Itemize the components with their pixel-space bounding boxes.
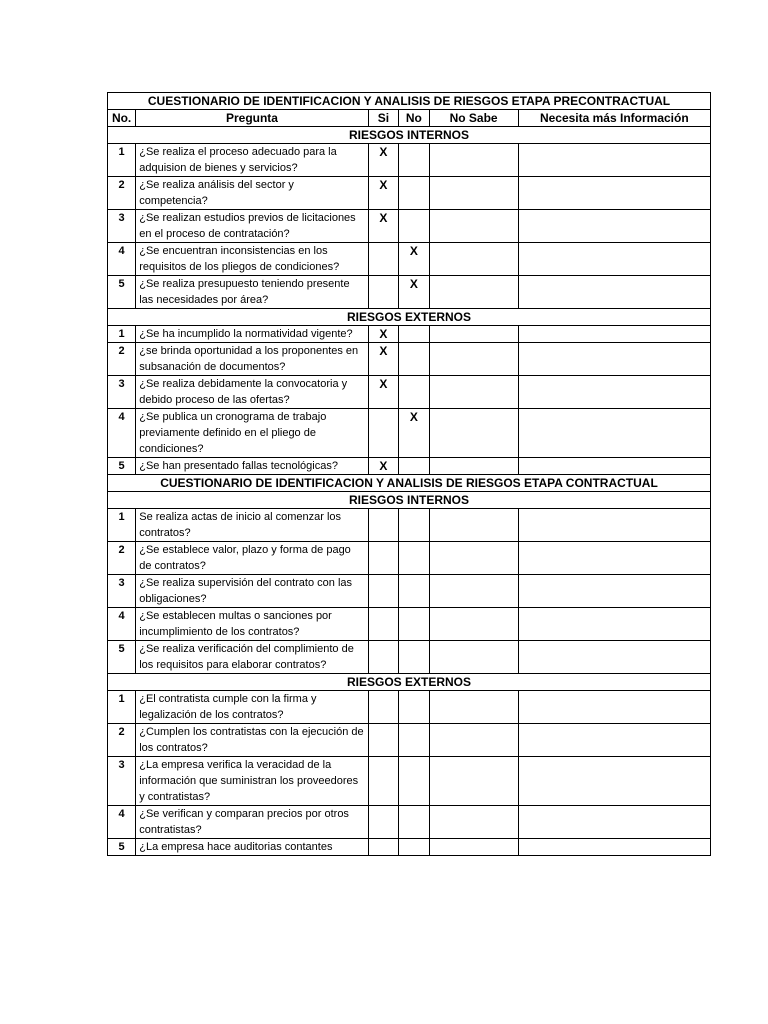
question-text: ¿Cumplen los contratistas con la ejecución de los contratos? <box>136 724 368 757</box>
answer-no-cell <box>399 326 429 343</box>
question-text: ¿Se realiza el proceso adecuado para la adquision de bienes y servicios? <box>136 144 368 177</box>
question-number: 1 <box>108 144 136 177</box>
section-title-row <box>108 93 711 110</box>
answer-si-cell <box>368 509 398 542</box>
question-text: ¿Se realiza debidamente la convocatoria y debido proceso de las ofertas? <box>136 376 368 409</box>
question-row <box>108 691 711 724</box>
group-title: RIESGOS EXTERNOS <box>108 674 711 691</box>
question-row <box>108 177 711 210</box>
answer-no-cell: X <box>399 409 429 458</box>
answer-info-cell <box>518 575 710 608</box>
answer-no-sabe-cell <box>429 326 518 343</box>
question-text: ¿Se verifican y comparan precios por otros contratistas? <box>136 806 368 839</box>
answer-info-cell <box>518 724 710 757</box>
answer-no-sabe-cell <box>429 409 518 458</box>
question-number: 4 <box>108 409 136 458</box>
question-number: 4 <box>108 608 136 641</box>
question-text: ¿se brinda oportunidad a los proponentes en subsanación de documentos? <box>136 343 368 376</box>
question-row <box>108 641 711 674</box>
question-text: ¿Se realiza análisis del sector y competencia? <box>136 177 368 210</box>
question-row <box>108 575 711 608</box>
answer-no-cell: X <box>399 243 429 276</box>
answer-no-cell <box>399 343 429 376</box>
answer-no-sabe-cell <box>429 376 518 409</box>
answer-no-sabe-cell <box>429 641 518 674</box>
question-number: 3 <box>108 757 136 806</box>
answer-no-sabe-cell <box>429 243 518 276</box>
question-text: ¿Se encuentran inconsistencias en los requisitos de los pliegos de condiciones? <box>136 243 368 276</box>
answer-info-cell <box>518 210 710 243</box>
question-row <box>108 144 711 177</box>
section-title: CUESTIONARIO DE IDENTIFICACION Y ANALISIS DE RIESGOS ETAPA PRECONTRACTUAL <box>108 93 711 110</box>
answer-no-sabe-cell <box>429 144 518 177</box>
question-row <box>108 608 711 641</box>
question-text: ¿Se realiza presupuesto teniendo presente las necesidades por área? <box>136 276 368 309</box>
section-title-row <box>108 475 711 492</box>
question-text: ¿Se han presentado fallas tecnológicas? <box>136 458 368 475</box>
answer-info-cell <box>518 691 710 724</box>
answer-no-sabe-cell <box>429 575 518 608</box>
question-number: 1 <box>108 326 136 343</box>
group-title-row <box>108 127 711 144</box>
answer-si-cell <box>368 757 398 806</box>
question-number: 2 <box>108 343 136 376</box>
question-number: 2 <box>108 177 136 210</box>
question-number: 5 <box>108 276 136 309</box>
answer-info-cell <box>518 641 710 674</box>
answer-si-cell: X <box>368 376 398 409</box>
answer-no-sabe-cell <box>429 724 518 757</box>
question-text: ¿Se realiza supervisión del contrato con las obligaciones? <box>136 575 368 608</box>
answer-no-cell <box>399 641 429 674</box>
question-text: ¿Se publica un cronograma de trabajo previamente definido en el pliego de condiciones? <box>136 409 368 458</box>
answer-no-sabe-cell <box>429 458 518 475</box>
answer-info-cell <box>518 326 710 343</box>
answer-info-cell <box>518 458 710 475</box>
answer-info-cell <box>518 243 710 276</box>
question-number: 4 <box>108 243 136 276</box>
answer-no-cell <box>399 608 429 641</box>
answer-no-cell <box>399 757 429 806</box>
answer-info-cell <box>518 343 710 376</box>
answer-no-cell <box>399 210 429 243</box>
question-row <box>108 243 711 276</box>
question-row <box>108 458 711 475</box>
answer-si-cell <box>368 409 398 458</box>
group-title: RIESGOS EXTERNOS <box>108 309 711 326</box>
question-number: 5 <box>108 839 136 856</box>
answer-si-cell <box>368 608 398 641</box>
question-text: ¿Se realiza verificación del complimiento de los requisitos para elaborar contratos? <box>136 641 368 674</box>
answer-no-sabe-cell <box>429 806 518 839</box>
question-text: ¿Se ha incumplido la normatividad vigente? <box>136 326 368 343</box>
answer-info-cell <box>518 839 710 856</box>
answer-no-cell <box>399 806 429 839</box>
question-row <box>108 724 711 757</box>
answer-no-sabe-cell <box>429 542 518 575</box>
answer-info-cell <box>518 376 710 409</box>
answer-si-cell <box>368 641 398 674</box>
header-si: Si <box>368 110 398 127</box>
question-text: ¿El contratista cumple con la firma y legalización de los contratos? <box>136 691 368 724</box>
answer-si-cell: X <box>368 177 398 210</box>
answer-no-sabe-cell <box>429 276 518 309</box>
answer-info-cell <box>518 608 710 641</box>
answer-info-cell <box>518 276 710 309</box>
answer-info-cell <box>518 542 710 575</box>
question-number: 5 <box>108 641 136 674</box>
answer-no-cell <box>399 542 429 575</box>
section-title: CUESTIONARIO DE IDENTIFICACION Y ANALISIS DE RIESGOS ETAPA CONTRACTUAL <box>108 475 711 492</box>
answer-info-cell <box>518 509 710 542</box>
answer-no-cell <box>399 376 429 409</box>
question-row <box>108 757 711 806</box>
answer-si-cell <box>368 542 398 575</box>
answer-info-cell <box>518 806 710 839</box>
answer-info-cell <box>518 144 710 177</box>
answer-si-cell: X <box>368 326 398 343</box>
question-number: 2 <box>108 724 136 757</box>
group-title-row <box>108 492 711 509</box>
answer-no-sabe-cell <box>429 177 518 210</box>
answer-no-sabe-cell <box>429 691 518 724</box>
group-title-row <box>108 309 711 326</box>
question-row <box>108 509 711 542</box>
answer-no-cell <box>399 839 429 856</box>
question-number: 5 <box>108 458 136 475</box>
question-row <box>108 210 711 243</box>
answer-si-cell <box>368 575 398 608</box>
answer-si-cell: X <box>368 210 398 243</box>
answer-no-cell <box>399 691 429 724</box>
question-number: 3 <box>108 376 136 409</box>
question-text: ¿La empresa hace auditorias contantes <box>136 839 368 856</box>
question-text: ¿Se establece valor, plazo y forma de pago de contratos? <box>136 542 368 575</box>
answer-no-cell <box>399 575 429 608</box>
question-number: 1 <box>108 509 136 542</box>
answer-si-cell <box>368 691 398 724</box>
answer-info-cell <box>518 177 710 210</box>
question-row <box>108 376 711 409</box>
answer-si-cell: X <box>368 343 398 376</box>
answer-si-cell: X <box>368 144 398 177</box>
question-text: ¿La empresa verifica la veracidad de la información que suministran los proveedores y contratistas? <box>136 757 368 806</box>
header-pregunta: Pregunta <box>136 110 368 127</box>
header-info: Necesita más Información <box>518 110 710 127</box>
header-no: No. <box>108 110 136 127</box>
answer-no-sabe-cell <box>429 757 518 806</box>
group-title: RIESGOS INTERNOS <box>108 492 711 509</box>
answer-no-sabe-cell <box>429 839 518 856</box>
answer-no-cell: X <box>399 276 429 309</box>
header-no-sabe: No Sabe <box>429 110 518 127</box>
answer-info-cell <box>518 757 710 806</box>
answer-si-cell <box>368 243 398 276</box>
question-text: Se realiza actas de inicio al comenzar los contratos? <box>136 509 368 542</box>
question-row <box>108 326 711 343</box>
header-no-answer: No <box>399 110 429 127</box>
question-number: 3 <box>108 210 136 243</box>
answer-si-cell <box>368 839 398 856</box>
answer-si-cell <box>368 724 398 757</box>
answer-no-cell <box>399 177 429 210</box>
answer-si-cell <box>368 276 398 309</box>
question-row <box>108 276 711 309</box>
group-title-row <box>108 674 711 691</box>
answer-no-cell <box>399 509 429 542</box>
risk-questionnaire-table <box>107 92 711 856</box>
question-row <box>108 806 711 839</box>
answer-no-sabe-cell <box>429 343 518 376</box>
group-title: RIESGOS INTERNOS <box>108 127 711 144</box>
question-row <box>108 343 711 376</box>
answer-no-sabe-cell <box>429 608 518 641</box>
question-text: ¿Se realizan estudios previos de licitaciones en el proceso de contratación? <box>136 210 368 243</box>
answer-info-cell <box>518 409 710 458</box>
answer-no-sabe-cell <box>429 210 518 243</box>
answer-si-cell: X <box>368 458 398 475</box>
question-row <box>108 839 711 856</box>
question-row <box>108 542 711 575</box>
answer-no-cell <box>399 144 429 177</box>
question-number: 2 <box>108 542 136 575</box>
question-row <box>108 409 711 458</box>
question-number: 4 <box>108 806 136 839</box>
question-number: 1 <box>108 691 136 724</box>
question-number: 3 <box>108 575 136 608</box>
column-header-row <box>108 110 711 127</box>
answer-no-cell <box>399 724 429 757</box>
question-text: ¿Se establecen multas o sanciones por incumplimiento de los contratos? <box>136 608 368 641</box>
answer-si-cell <box>368 806 398 839</box>
answer-no-sabe-cell <box>429 509 518 542</box>
answer-no-cell <box>399 458 429 475</box>
